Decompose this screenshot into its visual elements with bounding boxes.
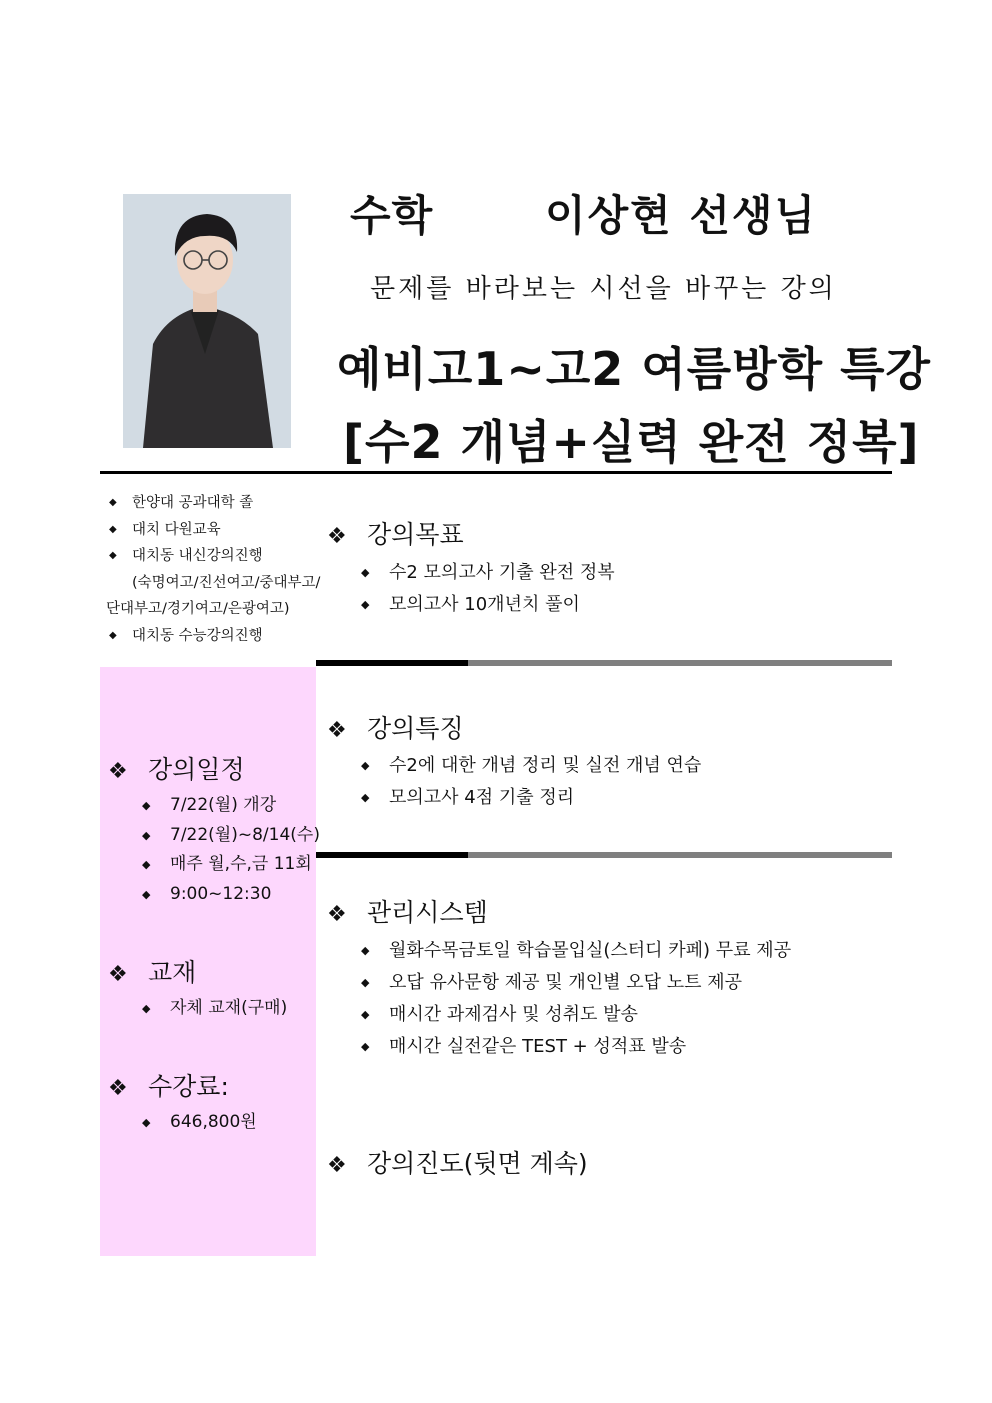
course-tagline: 문제를 바라보는 시선을 바꾸는 강의: [370, 274, 837, 304]
diamond-bullet-icon: ◆: [361, 944, 370, 957]
fee-list: [142, 1108, 257, 1138]
teacher-name: 이상현 선생님: [545, 191, 818, 240]
textbook-list: [142, 994, 287, 1024]
teacher-portrait-icon: [123, 194, 291, 448]
course-title-line1: 예비고1~고2 여름방학 특강: [337, 342, 931, 396]
list-item: ◆ 매시간 실전같은 TEST + 성적표 발송: [361, 1031, 791, 1063]
diamond-bullet-icon: ◆: [109, 629, 117, 641]
subject-title: 수학: [350, 191, 434, 240]
section-divider-gray: [468, 852, 892, 858]
list-item: ◆ 9:00~12:30: [142, 880, 320, 910]
diamond-bullet-icon: ◆: [361, 1008, 370, 1021]
credential-item: ◆ 대치 다원교육: [106, 517, 316, 544]
diamond-bullet-icon: ◆: [361, 759, 370, 772]
diamond-bullet-icon: ◆: [142, 887, 151, 901]
course-title-line2: [수2 개념+실력 완전 정복]: [343, 415, 920, 469]
diamond-bullet-icon: ◆: [361, 791, 370, 804]
section-bullet-icon: ❖: [327, 1153, 347, 1178]
diamond-bullet-icon: ◆: [361, 976, 370, 989]
textbook-heading: ❖ 교재: [108, 958, 197, 987]
section-bullet-icon: ❖: [327, 524, 347, 549]
header-divider: [100, 471, 892, 474]
credential-item: ◆ 대치동 내신강의진행: [106, 543, 316, 570]
features-list: [361, 750, 701, 814]
section-divider-dark: [316, 852, 468, 858]
section-bullet-icon: ❖: [327, 902, 347, 927]
list-item: ◆ 매시간 과제검사 및 성취도 발송: [361, 999, 791, 1031]
goal-list: [361, 557, 615, 621]
diamond-bullet-icon: ◆: [142, 858, 151, 871]
list-item: ◆ 월화수목금토일 학습몰입실(스터디 카페) 무료 제공: [361, 935, 791, 967]
goal-heading: ❖ 강의목표: [327, 520, 464, 549]
diamond-bullet-icon: ◆: [109, 497, 117, 508]
management-heading: ❖ 관리시스템: [327, 898, 488, 927]
list-item: ◆ 모의고사 4점 기출 정리: [361, 782, 701, 814]
diamond-bullet-icon: ◆: [142, 1116, 151, 1129]
diamond-bullet-icon: ◆: [142, 1002, 151, 1015]
teacher-photo: [123, 194, 291, 448]
diamond-bullet-icon: ◆: [361, 566, 370, 579]
list-item: ◆ 7/22(월) 개강: [142, 791, 320, 821]
diamond-bullet-icon: ◆: [142, 828, 151, 842]
features-heading: ❖ 강의특징: [327, 714, 464, 743]
credential-item: ◆ 대치동 수능강의진행: [106, 623, 316, 650]
diamond-bullet-icon: ◆: [109, 550, 117, 561]
credential-item: ◆ 한양대 공과대학 졸: [106, 490, 316, 517]
list-item: ◆ 수2에 대한 개념 정리 및 실전 개념 연습: [361, 750, 701, 782]
section-bullet-icon: ❖: [108, 1076, 128, 1101]
list-item: ◆ 646,800원: [142, 1108, 257, 1138]
diamond-bullet-icon: ◆: [142, 799, 151, 812]
diamond-bullet-icon: ◆: [361, 1040, 370, 1053]
list-item: ◆ 매주 월,수,금 11회: [142, 850, 320, 880]
section-divider-gray: [468, 660, 892, 666]
list-item: ◆ 모의고사 10개년치 풀이: [361, 589, 615, 621]
management-list: [361, 935, 791, 1063]
credential-schools-line2: 단대부고/경기여고/은광여고): [106, 601, 290, 617]
schedule-list: [142, 791, 320, 909]
section-bullet-icon: ❖: [108, 759, 128, 784]
section-bullet-icon: ❖: [108, 962, 128, 987]
progress-heading: ❖ 강의진도(뒷면 계속): [327, 1149, 588, 1178]
list-item: ◆ 오답 유사문항 제공 및 개인별 오답 노트 제공: [361, 967, 791, 999]
diamond-bullet-icon: ◆: [361, 598, 370, 611]
diamond-bullet-icon: ◆: [109, 523, 117, 535]
teacher-credentials: [106, 490, 321, 649]
list-item: ◆ 자체 교재(구매): [142, 994, 287, 1024]
section-divider-dark: [316, 660, 468, 666]
schedule-heading: ❖ 강의일정: [108, 755, 245, 784]
credential-schools-line1: (숙명여고/진선여고/중대부고/: [132, 574, 321, 591]
list-item: ◆ 7/22(월)~8/14(수): [142, 821, 320, 851]
list-item: ◆ 수2 모의고사 기출 완전 정복: [361, 557, 615, 589]
section-bullet-icon: ❖: [327, 718, 347, 743]
fee-heading: ❖ 수강료:: [108, 1072, 229, 1101]
